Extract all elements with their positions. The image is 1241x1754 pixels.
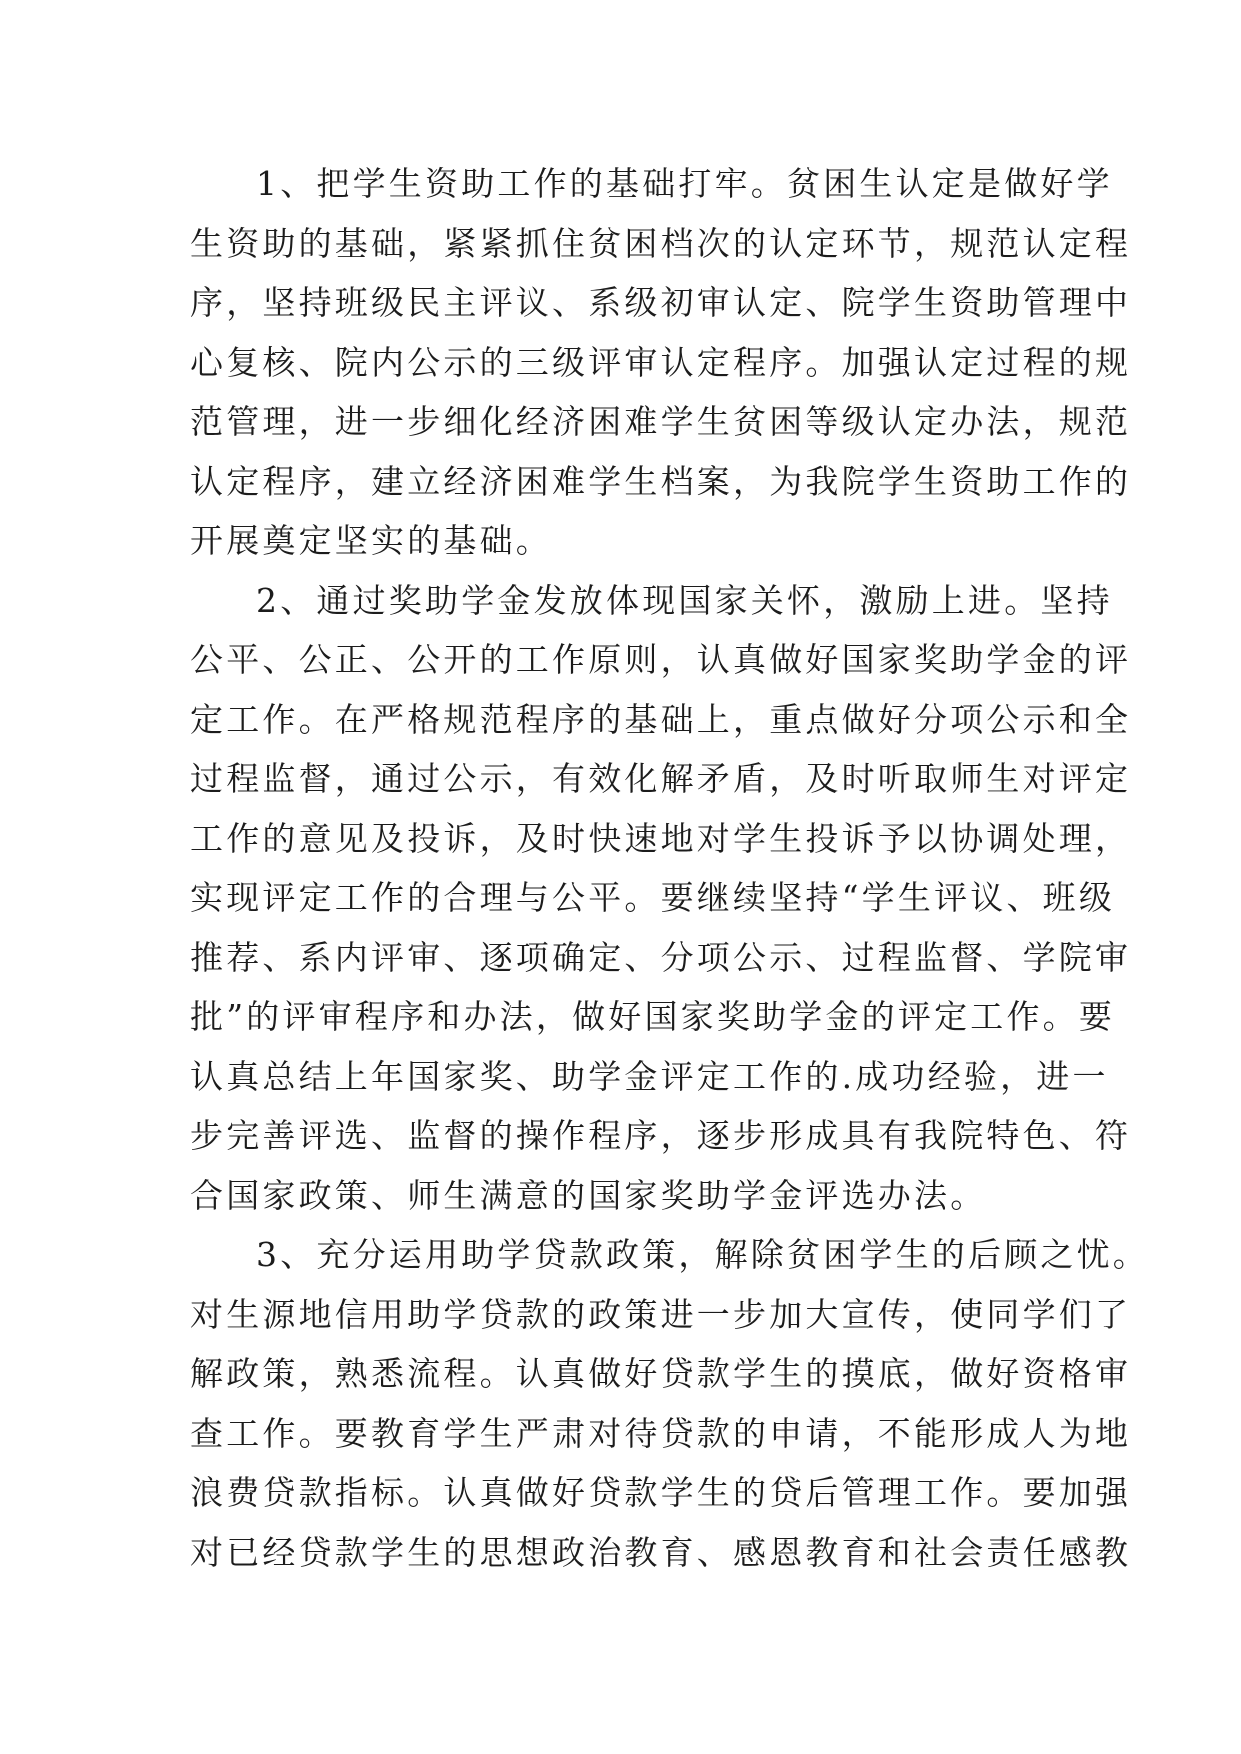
paragraph-1-line: 开展奠定坚实的基础。 (190, 521, 552, 560)
paragraph-2-line: 认真总结上年国家奖、助学金评定工作的.成功经验，进一 (190, 1056, 1109, 1096)
paragraph-2-line: 步完善评选、监督的操作程序，逐步形成具有我院特色、符 (190, 1116, 1132, 1155)
paragraph-2-line: 过程监督，通过公示，有效化解矛盾，及时听取师生对评定 (190, 759, 1132, 798)
paragraph-1-line: 范管理，进一步细化经济困难学生贫困等级认定办法，规范 (190, 402, 1132, 441)
paragraph-3-line: 对已经贷款学生的思想政治教育、感恩教育和社会责任感教 (190, 1532, 1132, 1572)
paragraph-3-line: 查工作。要教育学生严肃对待贷款的申请，不能形成人为地 (190, 1413, 1132, 1453)
paragraph-2-line: 批”的评审程序和办法，做好国家奖助学金的评定工作。要 (190, 997, 1116, 1036)
paragraph-3-line: 浪费贷款指标。认真做好贷款学生的贷后管理工作。要加强 (190, 1473, 1132, 1512)
paragraph-1-line: 1、把学生资助工作的基础打牢。贫困生认定是做好学 (256, 164, 1113, 203)
paragraph-2-line: 2、通过奖助学金发放体现国家关怀，激励上进。坚持 (256, 580, 1113, 620)
paragraph-2-line: 推荐、系内评审、逐项确定、分项公示、过程监督、学院审 (190, 937, 1132, 977)
paragraph-2-line: 工作的意见及投诉，及时快速地对学生投诉予以协调处理， (190, 818, 1132, 858)
paragraph-2-line: 定工作。在严格规范程序的基础上，重点做好分项公示和全 (190, 699, 1132, 739)
paragraph-1-line: 生资助的基础，紧紧抓住贫困档次的认定环节，规范认定程 (190, 223, 1132, 263)
paragraph-3-line: 3、充分运用助学贷款政策，解除贫困学生的后顾之忧。 (256, 1235, 1149, 1274)
paragraph-3-line: 解政策，熟悉流程。认真做好贷款学生的摸底，做好资格审 (190, 1354, 1132, 1393)
paragraph-1-line: 序，坚持班级民主评议、系级初审认定、院学生资助管理中 (190, 283, 1132, 322)
paragraph-2-line: 合国家政策、师生满意的国家奖助学金评选办法。 (190, 1175, 987, 1215)
paragraph-1-line: 认定程序，建立经济困难学生档案，为我院学生资助工作的 (190, 461, 1132, 501)
document-body (190, 154, 1149, 1582)
paragraph-3-line: 对生源地信用助学贷款的政策进一步加大宣传，使同学们了 (190, 1294, 1132, 1334)
paragraph-2-line: 实现评定工作的合理与公平。要继续坚持“学生评议、班级 (190, 878, 1116, 917)
paragraph-2-line: 公平、公正、公开的工作原则，认真做好国家奖助学金的评 (190, 640, 1132, 679)
paragraph-1-line: 心复核、院内公示的三级评审认定程序。加强认定过程的规 (190, 342, 1132, 382)
